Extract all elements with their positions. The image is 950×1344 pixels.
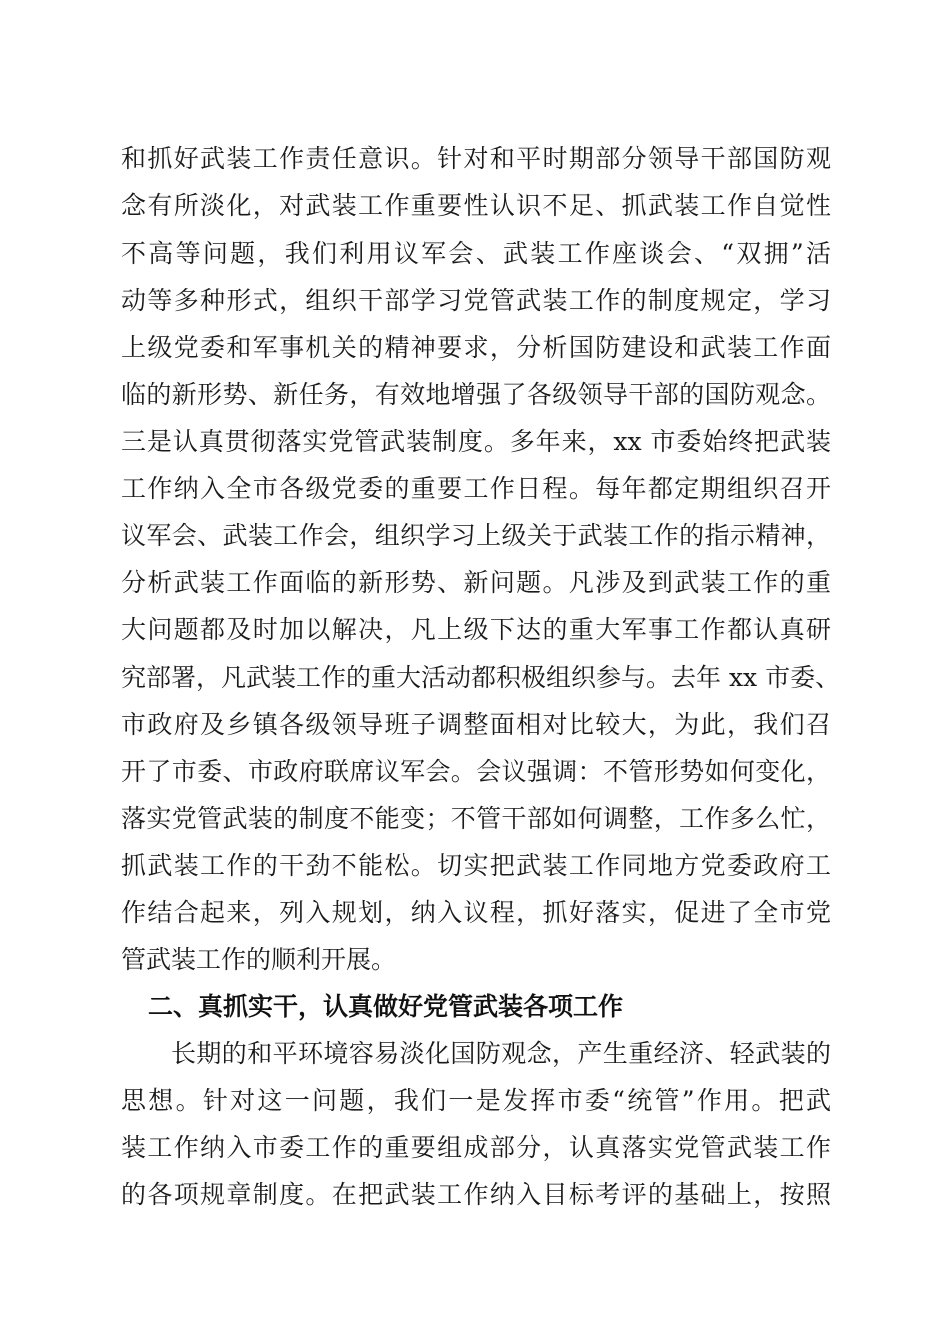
body-text-line: 分析武装工作面临的新形势、新问题。凡涉及到武装工作的重 — [121, 568, 831, 597]
body-text-line: 的各项规章制度。在把武装工作纳入目标考评的基础上，按照 — [121, 1180, 831, 1209]
body-text-line: 落实党管武装的制度不能变；不管干部如何调整，工作多么忙， — [121, 804, 831, 833]
body-text-line: 和抓好武装工作责任意识。针对和平时期部分领导干部国防观 — [121, 144, 831, 173]
body-text-line: 大问题都及时加以解决，凡上级下达的重大军事工作都认真研 — [121, 615, 831, 644]
body-text-line: 长期的和平环境容易淡化国防观念，产生重经济、轻武装的 — [171, 1039, 831, 1068]
body-text-line: 议军会、武装工作会，组织学习上级关于武装工作的指示精神， — [121, 521, 831, 550]
section-heading: 二、真抓实干，认真做好党管武装各项工作 — [148, 992, 624, 1021]
body-text-line: 三是认真贯彻落实党管武装制度。多年来，xx 市委始终把武装 — [121, 427, 831, 456]
body-text-line: 抓武装工作的干劲不能松。切实把武装工作同地方党委政府工 — [121, 851, 831, 880]
body-text-line: 开了市委、市政府联席议军会。会议强调：不管形势如何变化， — [121, 757, 831, 786]
body-text-line: 动等多种形式，组织干部学习党管武装工作的制度规定，学习 — [121, 286, 831, 315]
body-text-line: 上级党委和军事机关的精神要求，分析国防建设和武装工作面 — [121, 333, 831, 362]
body-text-line: 工作纳入全市各级党委的重要工作日程。每年都定期组织召开 — [121, 474, 831, 503]
body-text-line: 装工作纳入市委工作的重要组成部分，认真落实党管武装工作 — [121, 1133, 831, 1162]
body-text-line: 不高等问题，我们利用议军会、武装工作座谈会、“双拥”活 — [121, 239, 831, 268]
body-text-line: 市政府及乡镇各级领导班子调整面相对比较大，为此，我们召 — [121, 710, 831, 739]
body-text-line: 思想。针对这一问题，我们一是发挥市委“统管”作用。把武 — [121, 1086, 831, 1115]
body-text-line: 作结合起来，列入规划，纳入议程，抓好落实，促进了全市党 — [121, 898, 831, 927]
body-text-line: 究部署，凡武装工作的重大活动都积极组织参与。去年 xx 市委、 — [121, 663, 841, 692]
body-text-line: 念有所淡化，对武装工作重要性认识不足、抓武装工作自觉性 — [121, 191, 831, 220]
body-text-line: 临的新形势、新任务，有效地增强了各级领导干部的国防观念。 — [121, 380, 831, 409]
body-text-line: 管武装工作的顺利开展。 — [121, 945, 397, 974]
